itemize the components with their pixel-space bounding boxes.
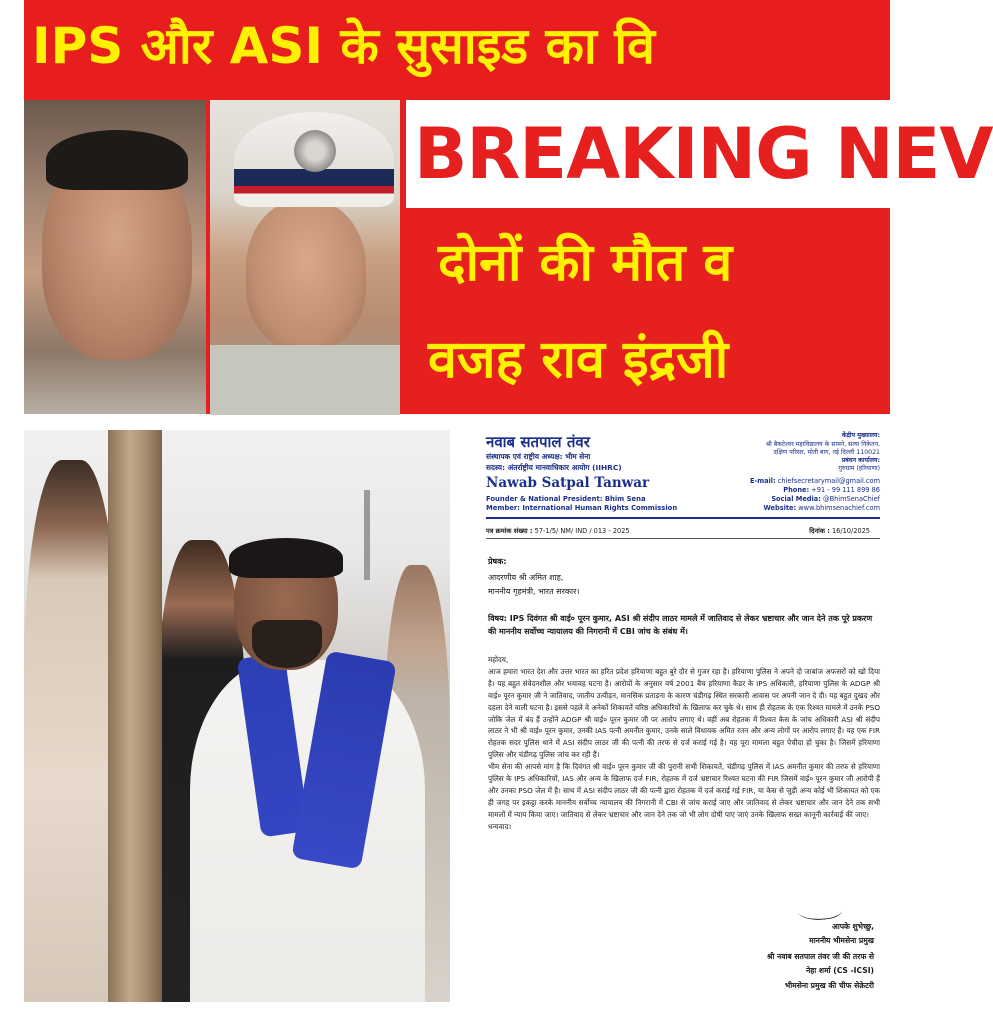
- wooden-pole: [108, 430, 162, 1002]
- breaking-news-text: BREAKING NEV: [414, 113, 993, 195]
- ref-label: पत्र क्रमांक संख्या :: [486, 527, 533, 535]
- email-value: chiefsecretarymail@gmail.com: [777, 477, 880, 485]
- phone-label: Phone:: [783, 486, 810, 494]
- signature-line: श्री नवाब सतपाल तंवर जी की तरफ से: [767, 952, 874, 961]
- hair: [46, 130, 188, 190]
- letterhead-role: संस्थापक एवं राष्ट्रीय अध्यक्ष: भीम सेना: [486, 452, 591, 461]
- photo-man: [24, 100, 206, 414]
- letterhead-role: Member: International Human Rights Commission: [486, 504, 678, 512]
- camp-office-label: प्रबंधन कार्यालय:: [841, 457, 880, 464]
- person-left: [24, 460, 119, 1002]
- recipient-name: आदरणीय श्री अमित शाह,: [488, 573, 564, 582]
- letterhead-name-hindi: नवाब सतपाल तंवर: [486, 433, 590, 451]
- contact-phone: [783, 486, 880, 494]
- breaking-news-box: [406, 100, 993, 208]
- phone-value: +91 - 99 111 899 86: [811, 486, 880, 494]
- contact-social: [771, 495, 880, 503]
- signature-title: भीमसेना प्रमुख की चीफ सेक्रेटरी: [784, 981, 874, 990]
- social-label: Social Media:: [771, 495, 821, 503]
- man-beard: [252, 620, 322, 668]
- divider: [486, 538, 880, 539]
- banner-subline-2: वजह राव इंद्रजी: [428, 330, 729, 390]
- salutation: महोदय,: [488, 655, 509, 664]
- letter-body: [488, 654, 880, 833]
- reference-number: [486, 526, 630, 535]
- letter-subject: विषय: IPS दिवंगत श्री वाई० पूरन कुमार, ASI श्री संदीप लाठर मामले में जातिवाद से लेकर भ्रष्टाचार और जान देने तक पूरे प्रकरण की माननीय सर्वोच्च न्यायालय की निगरानी में CBI जांच के संबंध में।: [488, 614, 873, 636]
- tent-pole: [364, 490, 370, 580]
- contact-website: [763, 504, 880, 512]
- website-value: www.bhimsenachief.com: [798, 504, 880, 512]
- date-label: दिनांक :: [809, 527, 830, 535]
- letterhead-role: सदस्य: अंतर्राष्ट्रीय मानवाधिकार आयोग (IIHRC): [486, 463, 622, 472]
- face: [246, 200, 366, 350]
- signature-line: माननीय भीमसेना प्रमुख: [809, 936, 874, 945]
- closing-thanks: धन्यवाद।: [488, 821, 512, 831]
- uniform: [210, 345, 400, 415]
- email-label: E-mail:: [749, 477, 776, 485]
- man-hair: [229, 538, 343, 578]
- photo-police-officer: [210, 100, 400, 414]
- letter-date: [809, 526, 870, 535]
- paragraph: आज हमारा भारत देश और उत्तर भारत का हरित प्रदेश हरियाणा बहुत बुरे दौर से गुजर रहा है। हरियाणा पुलिस ने अपने दो जाबांज अफसरों को खो दिया है। यह बहुत संवेदनशील और भयावह घटना है। आरोपों के अनुसार वर्ष 2001 बैच हरियाणा कैडर के IPS अधिकारी, हरियाणा पुलिस के ADGP श्री वाई० पूरन कुमार जी ने जातिवाद, जातीय उत्पीड़न, मानसिक प्रताड़ना के कारण चंडीगढ़ स्थित सरकारी आवास पर अपनी जान दे दी। यह बहुत दुखद और दहला देने वाली घटना है। इससे पहले वे अनेकों शिकायतें वरिष्ठ अधिकारियों के खिलाफ कर चुके थे। साथ ही रोहतक के एक रिश्वत मामले में उनके PSO जोकि जेल में बंद हैं उन्होंने ADGP श्री वाई० पूरन कुमार जी पर आरोप लगाए थे। वहीं अब रोहतक में रिश्वत केस के जांच अधिकारी ASI श्री संदीप लाठर ने भी श्री वाई० पूरन कुमार, उनकी IAS पत्नी अमनीत कुमार, उनके साले विधायक अमित रतन और अन्य लोगों पर आरोप लगाए हैं। यह एक FIR रोहतक सदर पुलिस थाने में ASI संदीप लाठर जी की पत्नी की तरफ से दर्ज कराई गई है। यह पूरा मामला बहुत पेचीदा हो चुका है। जिसमें हरियाणा पुलिस और चंडीगढ़ पुलिस जांच कर रही हैं।: [488, 666, 880, 760]
- recipient-label: प्रेषक:: [488, 557, 507, 566]
- news-banner: [24, 0, 993, 414]
- signature-scribble: [797, 900, 843, 923]
- ref-value: 57-1/5/ NM/ IND / 013 - 2025: [534, 527, 630, 535]
- letterhead-name-english: Nawab Satpal Tanwar: [486, 475, 650, 491]
- contact-email: [750, 477, 880, 485]
- banner-subline-1: दोनों की मौत व: [438, 233, 733, 293]
- address-line: दक्षिण परिसर, मोती बाग, नई दिल्ली 110021: [773, 449, 880, 456]
- banner-headline: IPS और ASI के सुसाइड का वि: [24, 0, 890, 97]
- letterhead-divider: [486, 517, 880, 519]
- signature-line: आपके शुभेच्छु,: [831, 922, 874, 931]
- date-value: 16/10/2025: [831, 527, 870, 535]
- address-line: गुरुग्राम (हरियाणा): [838, 465, 880, 472]
- central-office-label: केंद्रीय मुख्यालय:: [841, 432, 880, 439]
- website-label: Website:: [763, 504, 797, 512]
- crowd-photo: [24, 430, 450, 1002]
- paragraph: भीम सेना की आपसे मांग है कि दिवंगत श्री वाई० पूरन कुमार जी की पुरानी सभी शिकायतें, चंडीगढ़ पुलिस में IAS अमनीत कुमार की तरफ से हरियाणा पुलिस के IPS अधिकारियों, IAS और अन्य के खिलाफ दर्ज FIR, रोहतक में दर्ज भ्रष्टाचार रिश्वत घटना की FIR जिसमें वाई० पूरन कुमार जी आरोपी हैं और उनका PSO जेल में है। साथ में ASI संदीप लाठर जी की पत्नी द्वारा रोहतक में दर्ज कराई गई FIR, या केस से जुड़ी अन्य कोई भी शिकायत को एक ही जगह पर इकट्ठा करके माननीय सर्वोच्च न्यायालय की निगरानी में CBI से जांच कराई जाए और जातिवाद से लेकर भ्रष्टाचार और जान देने तक सभी मामलों में न्याय किया जाए। जातिवाद से लेकर भ्रष्टाचार और जान देने तक जो भी लोग दोषी पाए जाएं उनके खिलाफ सख्त कानूनी कार्रवाई की जाए।: [488, 762, 880, 819]
- cap-badge-icon: [294, 130, 336, 172]
- address-line: श्री बैकटेश्वर महाविद्यालय के सामने, सत्या निकेतन,: [765, 441, 880, 448]
- social-value: @BhimSenaChief: [822, 495, 880, 503]
- letter-document: [480, 428, 888, 1004]
- signature-name: नेहा शर्मा (CS -ICSI): [806, 966, 874, 975]
- letterhead-role: Founder & National President: Bhim Sena: [486, 495, 646, 503]
- recipient-title: माननीय गृहमंत्री, भारत सरकार।: [488, 587, 580, 596]
